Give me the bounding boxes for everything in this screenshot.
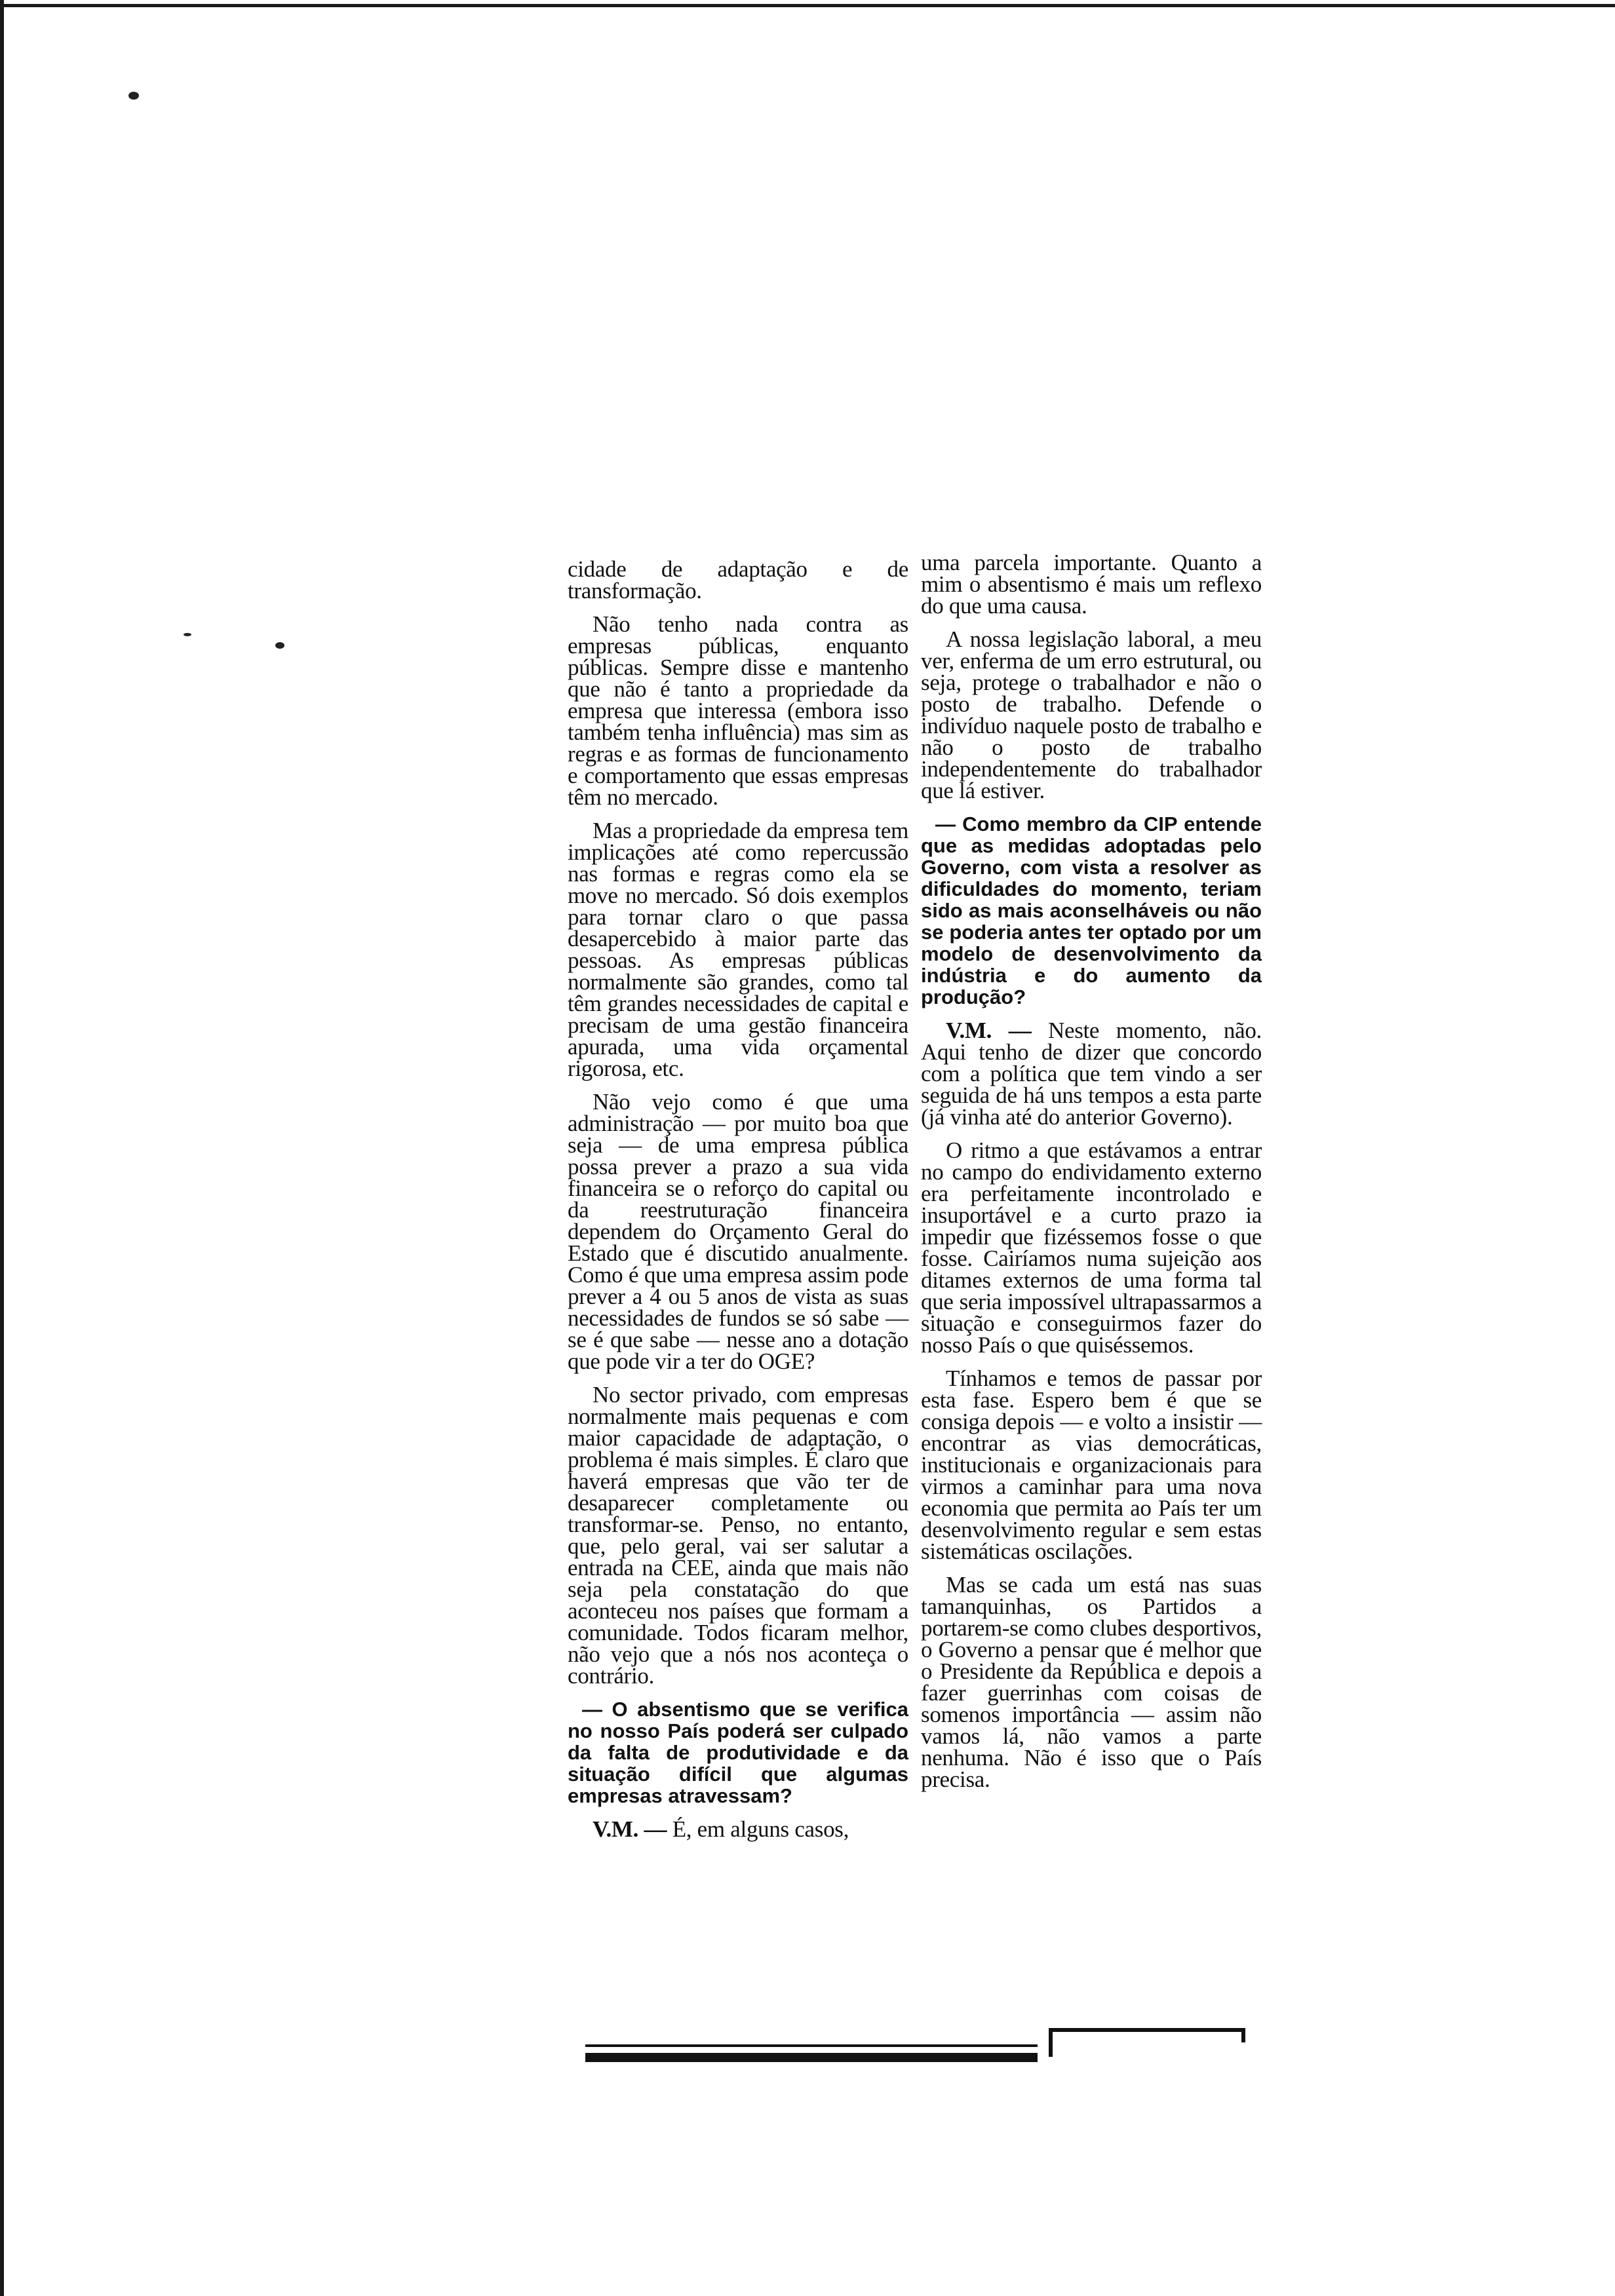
article-left-column (568, 558, 908, 1852)
body-paragraph: Mas se cada um está nas suas tamanquinhas, os Partidos a portarem-se como clubes desportivos, o Governo a pensar que é melhor que o Presidente da República e depois a fazer guerrinhas com coisas de somenos importância — assim não vamos lá, não vamos a parte nenhuma. Não é isso que o País precisa. (921, 1572, 1262, 1792)
bottom-rule-thin (585, 2044, 1038, 2047)
scan-left-edge (0, 0, 4, 2296)
body-paragraph: A nossa legislação laboral, a meu ver, enferma de um erro estrutural, ou seja, protege o trabalhador e não o posto de trabalho. Defende o indivíduo naquele posto de trabalho e não o posto de trabalho independentemente do trabalhador que lá estiver. (921, 626, 1262, 803)
body-paragraph: Tínhamos e temos de passar por esta fase. Espero bem é que se consiga depois — e volto a insistir — encontrar as vias democráticas, institucionais e organizacionais para virmos a caminhar para uma nova economia que permita ao País ter um desenvolvimento regular e sem estas sistemáticas oscilações. (921, 1366, 1262, 1564)
body-paragraph: uma parcela importante. Quanto a mim o absentismo é mais um reflexo do que uma causa. (921, 550, 1262, 619)
interview-answer (568, 1818, 908, 1840)
speaker-initials: V.M. — (593, 1816, 667, 1842)
body-paragraph: cidade de adaptação e de transformação. (568, 556, 908, 603)
answer-text: Neste momento, não. Aqui tenho de dizer que concordo com a política que tem vindo a ser seguida de há uns tempos a esta parte (já vinha até do anterior Governo). (921, 1018, 1262, 1130)
scan-top-edge (0, 4, 1615, 7)
interview-answer (921, 1020, 1262, 1128)
scan-speck (184, 633, 191, 636)
end-mark (1049, 2028, 1245, 2032)
body-paragraph: No sector privado, com empresas normalmente mais pequenas e com maior capacidade de adaptação, o problema é mais simples. É claro que haverá empresas que vão ter de desaparecer completamente ou transformar-se. Penso, no entanto, que, pelo geral, vai ser salutar a entrada na CEE, ainda que mais não seja pela constatação do que aconteceu nos países que formam a comunidade. Todos ficaram melhor, não vejo que a nós nos aconteça o contrário. (568, 1382, 908, 1689)
body-paragraph: O ritmo a que estávamos a entrar no campo do endividamento externo era perfeitamente incontrolado e insuportável e a curto prazo ia impedir que fizéssemos fosse o que fosse. Cairíamos numa sujeição aos ditames externos de uma forma tal que seria impossível ultrapassarmos a situação e conseguirmos fazer do nosso País o que quiséssemos. (921, 1138, 1262, 1358)
bottom-rule-thick (585, 2053, 1038, 2062)
end-mark-left (1049, 2028, 1053, 2057)
interview-question: — O absentismo que se verifica no nosso País poderá ser culpado da falta de produtividade e da situação difícil que algumas empresas atravessam? (568, 1698, 908, 1807)
interview-question: — Como membro da CIP entende que as medidas adoptadas pelo Governo, com vista a resolver as dificuldades do momento, teriam sido as mais aconselháveis ou não se poderia antes ter optado por um modelo de desenvolvimento da indústria e do aumento da produção? (921, 813, 1262, 1008)
scan-speck (275, 642, 284, 649)
body-paragraph: Não vejo como é que uma administração — por muito boa que seja — de uma empresa pública possa prever a prazo a sua vida financeira se o reforço do capital ou da reestruturação financeira dependem do Orçamento Geral do Estado que é discutido anualmente. Como é que uma empresa assim pode prever a 4 ou 5 anos de vista as suas necessidades de fundos se só sabe — se é que sabe — nesse ano a dotação que pode vir a ter do OGE? (568, 1089, 908, 1374)
body-paragraph: Mas a propriedade da empresa tem implicações até como repercussão nas formas e regras como ela se move no mercado. Só dois exemplos para tornar claro o que passa desapercebido à maior parte das pessoas. As empresas públicas normalmente são grandes, como tal têm grandes necessidades de capital e precisam de uma gestão financeira apurada, uma vida orçamental rigorosa, etc. (568, 818, 908, 1081)
body-paragraph: Não tenho nada contra as empresas públicas, enquanto públicas. Sempre disse e mantenho que não é tanto a propriedade da empresa que interessa (embora isso também tenha influência) mas sim as regras e as formas de funcionamento e comportamento que essas empresas têm no mercado. (568, 611, 908, 810)
article-right-column (921, 552, 1262, 1802)
end-mark-right (1241, 2028, 1245, 2042)
answer-text: É, em alguns casos, (667, 1816, 849, 1842)
scan-speck (128, 92, 139, 100)
speaker-initials: V.M. — (946, 1018, 1032, 1043)
